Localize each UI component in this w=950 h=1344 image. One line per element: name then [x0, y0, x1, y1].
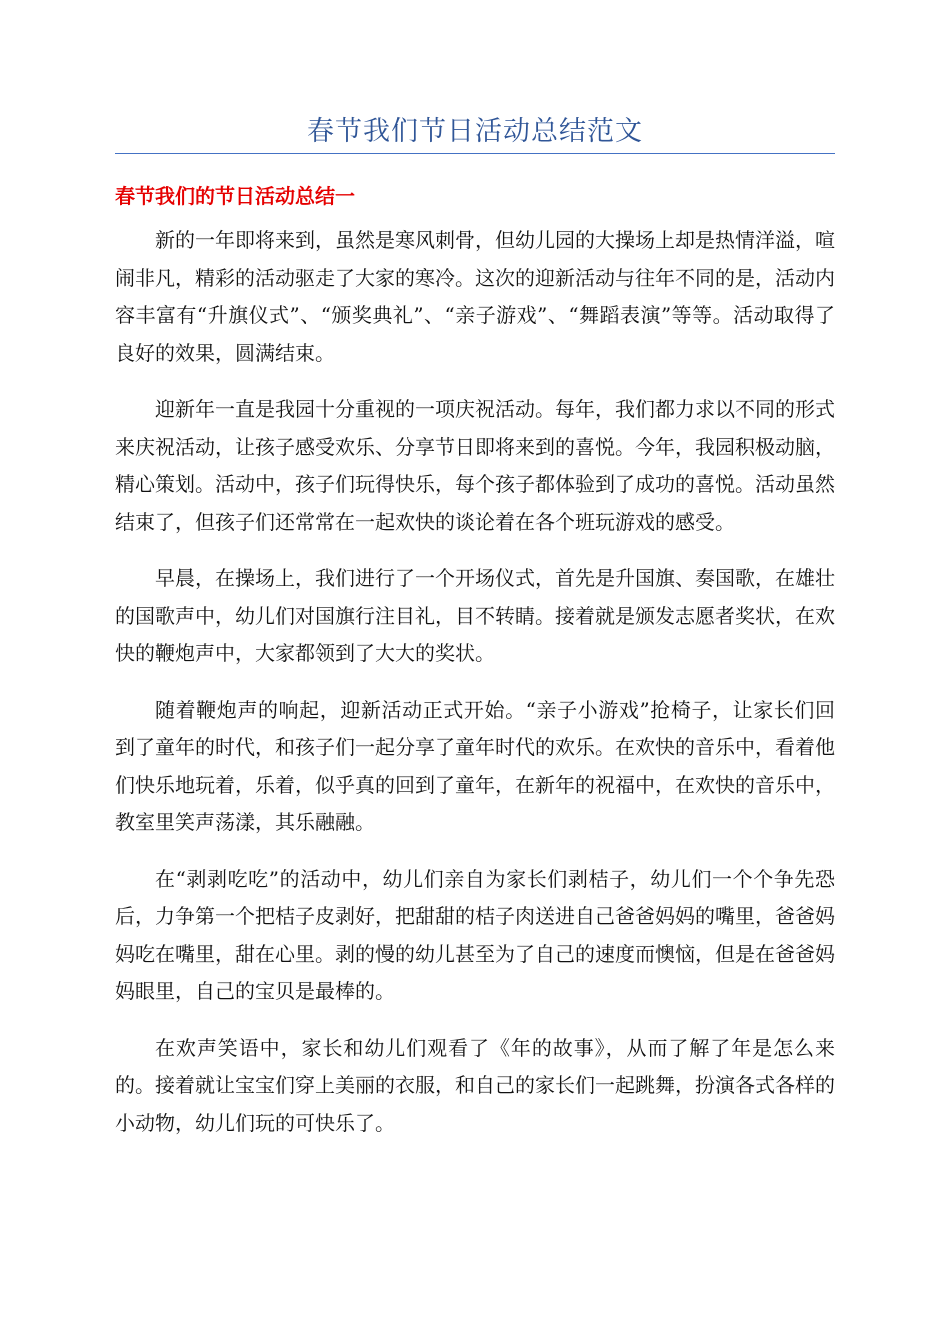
paragraph-3: 早晨，在操场上，我们进行了一个开场仪式，首先是升国旗、奏国歌，在雄壮的国歌声中，幼儿们对国旗行注目礼，目不转睛。接着就是颁发志愿者奖状，在欢快的鞭炮声中，大家都领到了大大的奖状。 — [115, 566, 835, 665]
paragraph-2: 迎新年一直是我园十分重视的一项庆祝活动。每年，我们都力求以不同的形式来庆祝活动，让孩子感受欢乐、分享节日即将来到的喜悦。今年，我园积极动脑，精心策划。活动中，孩子们玩得快乐，每个孩子都体验到了成功的喜悦。活动虽然结束了，但孩子们还常常在一起欢快的谈论着在各个班玩游戏的感受。 — [115, 397, 835, 534]
paragraph-5: 在“剥剥吃吃”的活动中，幼儿们亲自为家长们剥桔子，幼儿们一个个争先恐后，力争第一个把桔子皮剥好，把甜甜的桔子肉送进自己爸爸妈妈的嘴里，爸爸妈妈吃在嘴里，甜在心里。剥的慢的幼儿甚至为了自己的速度而懊恼，但是在爸爸妈妈眼里，自己的宝贝是最棒的。 — [115, 866, 835, 1003]
paragraph-1: 新的一年即将来到，虽然是寒风刺骨，但幼儿园的大操场上却是热情洋溢，喧闹非凡，精彩的活动驱走了大家的寒冷。这次的迎新活动与往年不同的是，活动内容丰富有“升旗仪式”、“颁奖典礼”、“亲子游戏”、“舞蹈表演”等等。活动取得了良好的效果，圆满结束。 — [115, 228, 835, 365]
paragraph-4: 随着鞭炮声的响起，迎新活动正式开始。“亲子小游戏”抢椅子，让家长们回到了童年的时代，和孩子们一起分享了童年时代的欢乐。在欢快的音乐中，看着他们快乐地玩着，乐着，似乎真的回到了童年，在新年的祝福中，在欢快的音乐中，教室里笑声荡漾，其乐融融。 — [115, 697, 835, 834]
body-text — [115, 222, 835, 1161]
document-title: 春节我们节日活动总结范文 — [307, 116, 643, 147]
section-heading: 春节我们的节日活动总结一 — [115, 184, 355, 208]
paragraph-6: 在欢声笑语中，家长和幼儿们观看了《年的故事》，从而了解了年是怎么来的。接着就让宝宝们穿上美丽的衣服，和自己的家长们一起跳舞，扮演各式各样的小动物，幼儿们玩的可快乐了。 — [115, 1035, 835, 1135]
title-underline — [115, 153, 835, 154]
